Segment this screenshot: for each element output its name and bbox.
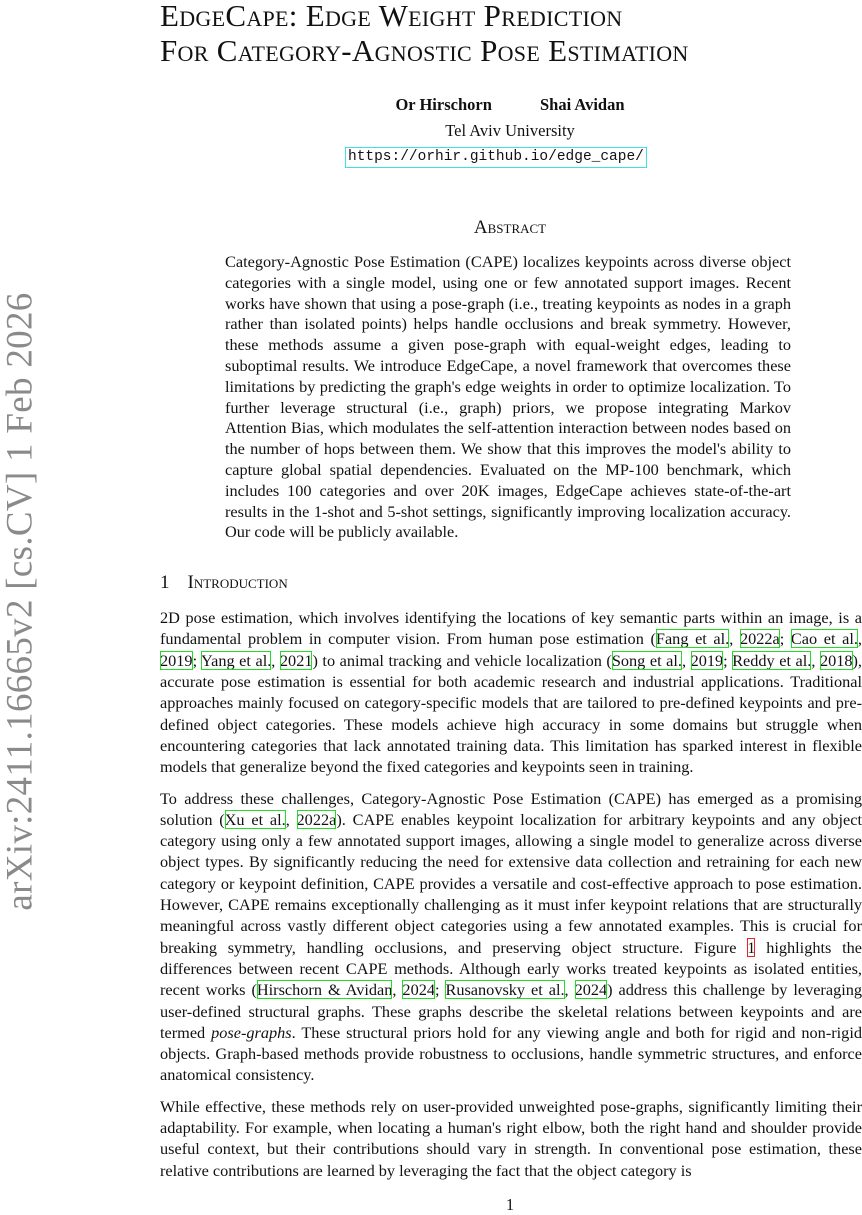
citation-link[interactable]: 2021 <box>279 650 313 670</box>
text-run: , <box>681 650 691 670</box>
text-run: , <box>729 629 740 649</box>
abstract-text: Category-Agnostic Pose Estimation (CAPE) localizes keypoints across diverse object categories with a single model, using one or few annotated support images. Recent works have shown that using a pose-graph (i.e., treating keypoints as nodes in a graph rather than isolated points) helps handle occlusions and break symmetry. However, these methods assume a given pose-graph with equal-weight edges, leading to suboptimal results. We introduce EdgeCape, a novel framework that overcomes these limitations by predicting the graph's edge weights in order to optimize localization. To further leverage structural (i.e., graph) priors, we propose integrating Markov Attention Bias, which modulates the self-attention interaction between nodes based on the number of hops between them. We show that this improves the model's ability to capture global spatial dependencies. Evaluated on the MP-100 benchmark, which includes 100 categories and over 20K images, EdgeCape achieves state-of-the-art results in the 1-shot and 5-shot settings, significantly improving localization accuracy. Our code will be publicly available. <box>225 252 791 542</box>
text-run: highlights the differences between recent CAPE methods. Although early works treated keypoints as isolated entities, recent works ( <box>160 937 862 1000</box>
paragraph <box>160 607 862 777</box>
citation-link[interactable]: Hirschorn & Avidan <box>256 980 393 1000</box>
author-name: Shai Avidan <box>540 95 625 114</box>
section-number: 1 <box>160 572 170 594</box>
main-content <box>160 216 862 1215</box>
citation-link[interactable]: 2022a <box>739 629 780 649</box>
citation-link[interactable]: Rusanovsky et al. <box>445 980 565 1000</box>
arxiv-identifier-stamp: arXiv:2411.16665v2 [cs.CV] 1 Feb 2026 <box>0 292 41 911</box>
text-run: ; <box>779 629 791 649</box>
author-list <box>0 95 862 115</box>
citation-link[interactable]: Yang et al. <box>201 650 272 670</box>
text-run: ; <box>723 650 733 670</box>
citation-link[interactable]: 2024 <box>402 980 435 1000</box>
introduction-body <box>160 607 862 1181</box>
text-run: , <box>392 980 403 1000</box>
affiliation: Tel Aviv University <box>445 121 575 140</box>
citation-link[interactable]: 2024 <box>574 980 608 1000</box>
citation-link[interactable]: 2022a <box>296 809 337 829</box>
title-line-2: For Category-Agnostic Pose Estimation <box>160 33 689 68</box>
author-name: Or Hirschorn <box>395 95 492 114</box>
emphasized-text: pose-graphs <box>211 1022 292 1042</box>
text-run: ) address this challenge by leveraging user-defined structural graphs. These graphs describe the skeletal relations between keypoints and are termed <box>160 980 862 1042</box>
citation-link[interactable]: Reddy et al. <box>732 650 812 670</box>
citation-link[interactable]: Song et al. <box>611 650 682 670</box>
title-line-1: EdgeCape: Edge Weight Prediction <box>160 0 623 33</box>
citation-link[interactable]: 2019 <box>160 650 193 670</box>
text-run: To address these challenges, Category-Agnostic Pose Estimation (CAPE) has emerged as a promising solution ( <box>160 788 862 829</box>
project-url-link[interactable]: https://orhir.github.io/edge_cape/ <box>345 147 647 168</box>
text-run: , <box>285 809 297 829</box>
text-run: 2D pose estimation, which involves identifying the locations of key semantic parts within an image, is a fundamental problem in computer vision. From human pose estimation ( <box>160 608 862 649</box>
text-run: , <box>271 650 280 670</box>
citation-link[interactable]: Xu et al. <box>224 809 286 829</box>
paragraph <box>160 788 862 1086</box>
text-run: , <box>857 629 862 649</box>
section-heading <box>160 571 862 595</box>
citation-link[interactable]: Cao et al. <box>790 629 858 649</box>
paragraph <box>160 1096 862 1181</box>
text-run: , <box>811 650 820 670</box>
text-run: . These structural priors hold for any viewing angle and both for rigid and non-rigid objects. Graph-based methods provide robustness to occlusions, handle symmetric structures, and enforce anatomical consistency. <box>160 1022 862 1085</box>
text-run: While effective, these methods rely on user-provided unweighted pose-graphs, significantly limiting their adaptability. For example, when locating a human's right elbow, both the right hand and shoulder provide useful context, but their contributions should vary in strength. In conventional pose estimation, these relative contributions are learned by leveraging the fact that the object category is <box>160 1096 862 1180</box>
section-title: Introduction <box>187 572 288 594</box>
page-number: 1 <box>505 1194 515 1214</box>
text-run: ; <box>192 650 202 670</box>
citation-link[interactable]: 2018 <box>819 650 853 670</box>
citation-link[interactable]: 2019 <box>690 650 724 670</box>
figure-reference-link[interactable]: 1 <box>747 937 756 957</box>
text-run: ; <box>434 980 446 1000</box>
citation-link[interactable]: Fang et al. <box>655 629 730 649</box>
text-run: , <box>564 980 575 1000</box>
paper-title <box>160 0 689 68</box>
text-run: ). CAPE enables keypoint localization for arbitrary keypoints and any object category using only a few annotated support images, allowing a single model to generalize across diverse object types. By significantly reducing the need for extensive data collection and retraining for each new category or keypoint definition, CAPE provides a versatile and cost-effective approach to pose estimation. However, CAPE remains exceptionally challenging as it must infer keypoint relations that are structurally meaningful across vastly different object categories using a few annotated examples. This is crucial for breaking symmetry, handling occlusions, and preserving object structure. Figure <box>160 809 862 957</box>
text-run: ), accurate pose estimation is essential for both academic research and industrial applications. Traditional approaches mainly focused on category-specific models that are tailored to pre-defined keypoints and pre-defined object categories. These models achieve high accuracy in some domains but struggle when encountering categories that lack annotated training data. This limitation has sparked interest in flexible models that generalize beyond the fixed categories and keypoints seen in training. <box>160 650 862 777</box>
abstract-heading: Abstract <box>473 217 547 238</box>
text-run: ) to animal tracking and vehicle localization ( <box>312 650 612 670</box>
